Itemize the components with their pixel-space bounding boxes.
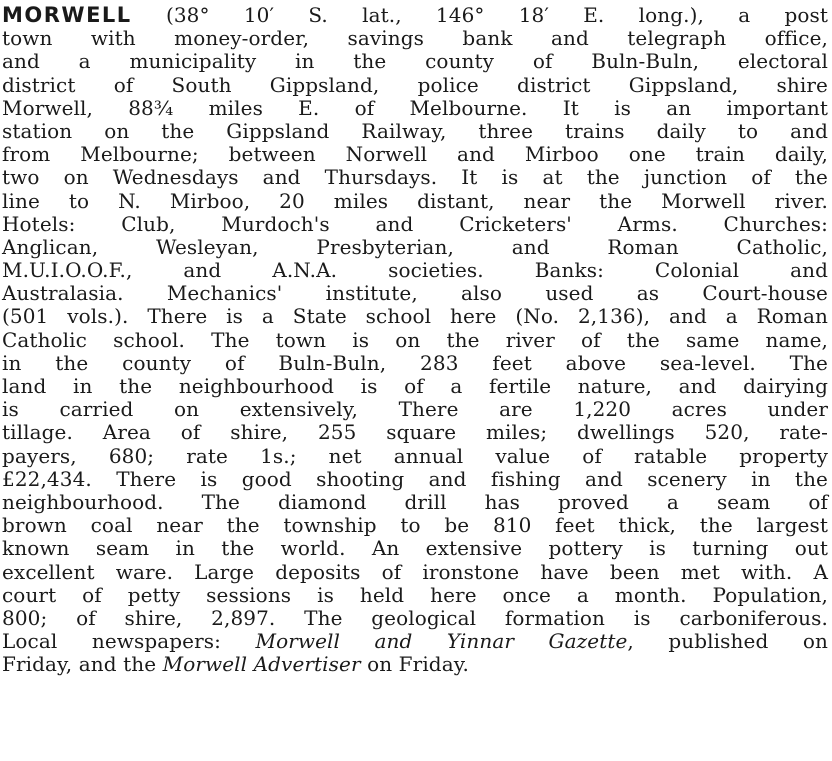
- entry-line: land in the neighbourhood is of a fertile nature, and dairying: [2, 374, 828, 398]
- entry-line: known seam in the world. An extensive pottery is turning out: [2, 536, 828, 561]
- entry-line: district of South Gippsland, police district Gippsland, shire: [2, 72, 828, 97]
- entry-line: is carried on extensively, There are 1,220 acres under: [2, 397, 828, 422]
- entry-line: (501 vols.). There is a State school here (No. 2,136), and a Roman: [2, 304, 828, 329]
- entry-line: town with money-order, savings bank and telegraph office,: [2, 26, 828, 51]
- newspaper-title-advertiser: Morwell Advertiser: [162, 652, 361, 677]
- entry-line: payers, 680; rate 1s.; net annual value of ratable property: [2, 443, 828, 468]
- entry-line: £22,434. There is good shooting and fishing and scenery in the: [2, 466, 828, 491]
- entry-line: [2, 4, 828, 27]
- entry-line: tillage. Area of shire, 255 square miles; dwellings 520, rate-: [2, 420, 828, 445]
- entry-line-final: [2, 653, 828, 676]
- entry-line: line to N. Mirboo, 20 miles distant, near the Morwell river.: [2, 188, 828, 213]
- entry-line: neighbourhood. The diamond drill has proved a seam of: [2, 489, 828, 514]
- final-trail-text: on Friday.: [360, 652, 469, 677]
- entry-line-text: (38° 10′ S. lat., 146° 18′ E. long.), a post: [165, 3, 828, 27]
- final-lead-text: Friday, and the: [2, 652, 163, 677]
- entry-line: excellent ware. Large deposits of ironstone have been met with. A: [2, 559, 828, 584]
- newspapers-trail-text: , published on: [627, 629, 828, 654]
- entry-line: 800; of shire, 2,897. The geological formation is carboniferous.: [2, 605, 828, 630]
- entry-line: Hotels: Club, Murdoch's and Cricketers' Arms. Churches:: [2, 211, 828, 236]
- entry-headword: MORWELL: [2, 3, 132, 27]
- entry-line: station on the Gippsland Railway, three trains daily to and: [2, 118, 828, 143]
- entry-line: from Melbourne; between Norwell and Mirboo one train daily,: [2, 142, 828, 167]
- entry-line: in the county of Buln-Buln, 283 feet above sea-level. The: [2, 350, 828, 375]
- entry-line: Catholic school. The town is on the river of the same name,: [2, 327, 828, 352]
- newspapers-lead-text: Local newspapers:: [2, 629, 256, 654]
- entry-line: two on Wednesdays and Thursdays. It is at the junction of the: [2, 165, 828, 190]
- newspaper-title-gazette: Morwell and Yinnar Gazette: [255, 629, 628, 654]
- entry-line: court of petty sessions is held here once a month. Population,: [2, 582, 828, 607]
- gazetteer-entry-morwell: [2, 4, 828, 676]
- entry-line: M.U.I.O.O.F., and A.N.A. societies. Banks: Colonial and: [2, 258, 828, 283]
- entry-line: Anglican, Wesleyan, Presbyterian, and Roman Catholic,: [2, 234, 828, 259]
- entry-line: brown coal near the township to be 810 feet thick, the largest: [2, 513, 828, 538]
- entry-line: and a municipality in the county of Buln-Buln, electoral: [2, 49, 828, 74]
- entry-line-newspapers: [2, 630, 828, 653]
- entry-line: Australasia. Mechanics' institute, also used as Court-house: [2, 281, 828, 306]
- entry-line: Morwell, 88¾ miles E. of Melbourne. It is an important: [2, 95, 828, 120]
